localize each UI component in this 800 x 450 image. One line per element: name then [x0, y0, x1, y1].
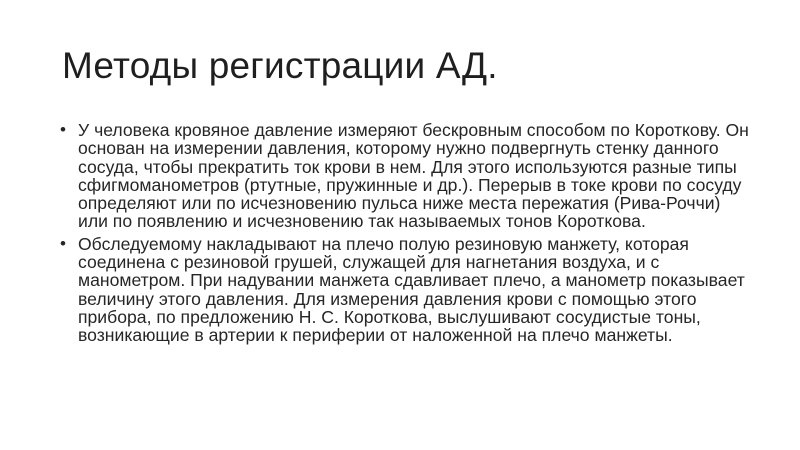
bullet-list — [60, 121, 750, 349]
slide-title: Методы регистрации АД. — [62, 45, 498, 86]
bullet-text: Обследуемому накладывают на плечо полую резиновую манжету, которая соединена с резиновой грушей, служащей для нагнетания воздуха, и с манометром. При надувании манжета сдавливает плечо, а манометр показывает величину этого давления. Для измерения давления крови с помощью этого прибора, по предложению Н. С. Короткова, выслушивают сосудистые тоны, возникающие в артерии к периферии от наложенной на плечо манжеты. — [78, 233, 745, 346]
bullet-text: У человека кровяное давление измеряют бескровным способом по Короткову. Он основан на измерении давления, которому нужно подвергнуть стенку данного сосуда, чтобы прекратить ток крови в нем. Для этого используются разные типы сфигмоманометров (ртутные, пружинные и др.). Перерыв в токе крови по сосуду определяют или по исчезновению пульса ниже места пережатия (Рива-Роччи) или по появлению и исчезновению так называемых тонов Короткова. — [78, 120, 749, 232]
bullet-marker: • — [60, 120, 66, 139]
bullet-item-cuff-procedure — [60, 235, 750, 345]
bullet-item-korotkov-method — [60, 121, 750, 231]
bullet-marker: • — [60, 233, 66, 253]
